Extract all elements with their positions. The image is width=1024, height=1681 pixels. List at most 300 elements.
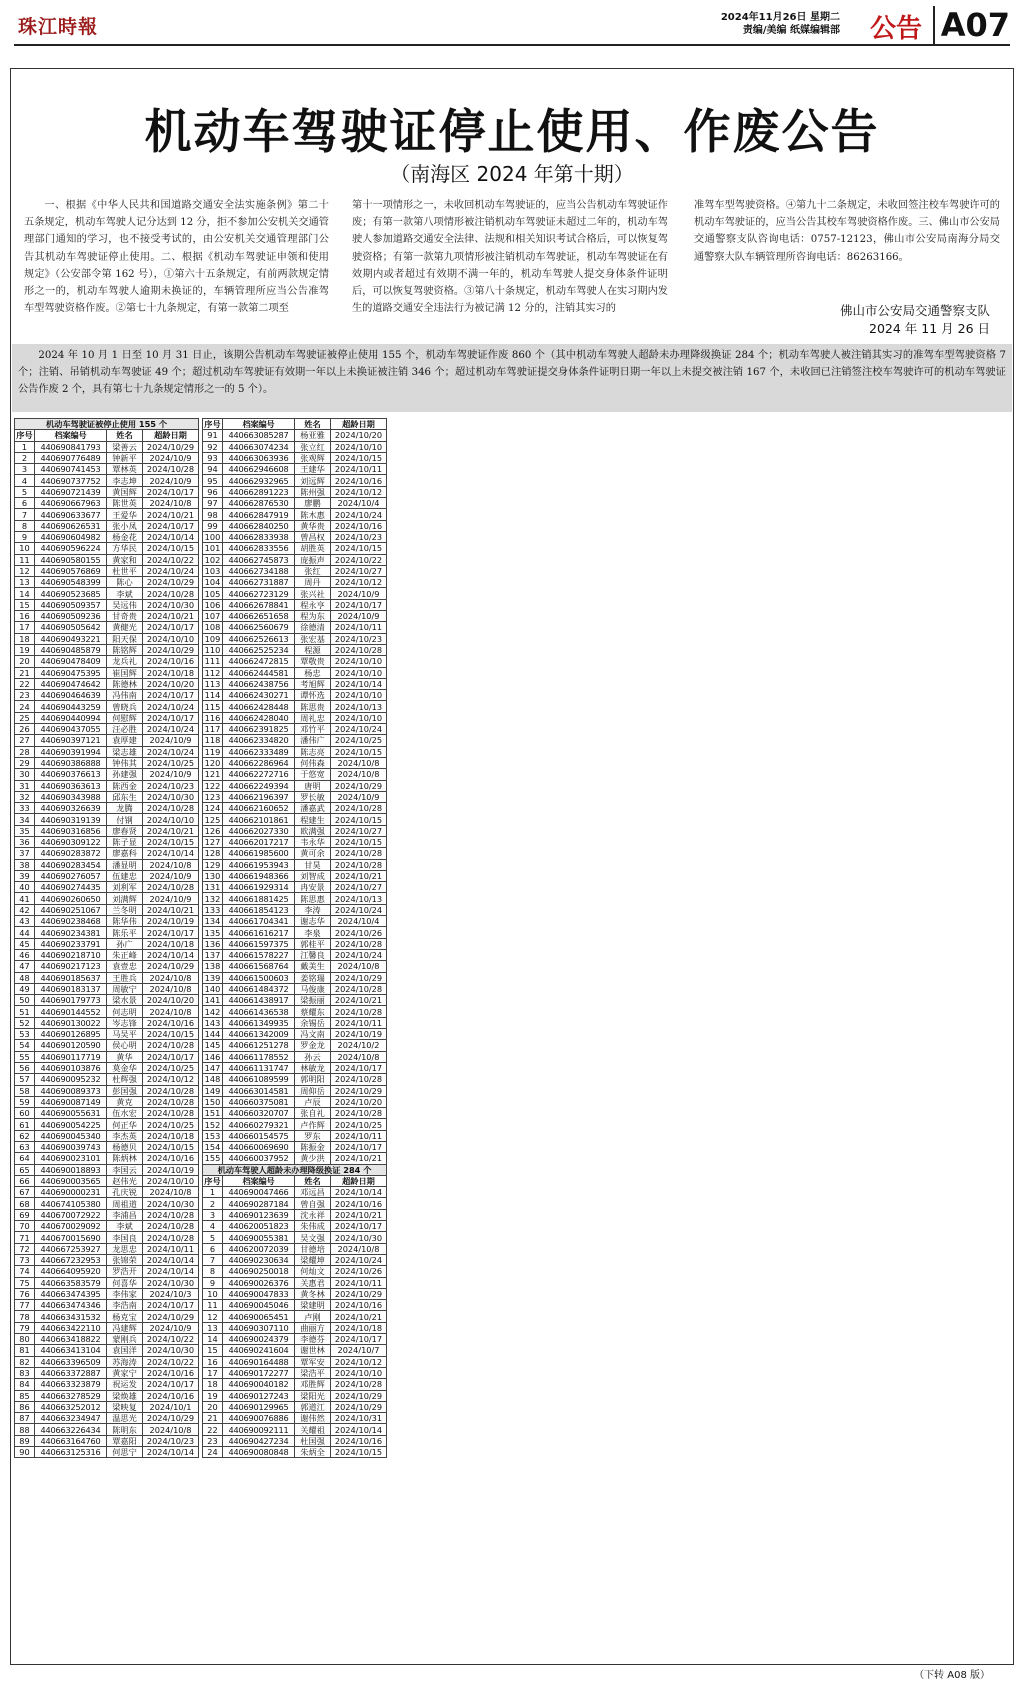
table-row	[203, 1040, 387, 1051]
column-header: 档案编号	[223, 1175, 295, 1186]
issue-editors: 责编/美编 纸媒编辑部	[742, 25, 840, 36]
driver-name: 陈振金	[295, 1142, 331, 1153]
driver-name: 黄冬林	[295, 1288, 331, 1299]
date: 2024/10/22	[143, 554, 199, 565]
driver-name: 何慰辉	[107, 712, 143, 723]
file-number: 440690326639	[35, 803, 107, 814]
file-number: 440661948366	[223, 870, 295, 881]
issue-info	[721, 11, 840, 37]
file-number: 440690117719	[35, 1051, 107, 1062]
table-row	[15, 1130, 199, 1141]
file-number: 440662678841	[223, 599, 295, 610]
driver-name: 庞振声	[295, 554, 331, 565]
table-row	[15, 746, 199, 757]
driver-name: 潘伟广	[295, 735, 331, 746]
table-row	[203, 995, 387, 1006]
date: 2024/10/24	[143, 701, 199, 712]
driver-name: 孙云	[295, 1051, 331, 1062]
column-header: 姓名	[107, 430, 143, 441]
row-number: 49	[15, 983, 35, 994]
driver-name: 潘显明	[107, 859, 143, 870]
row-number: 116	[203, 712, 223, 723]
row-number: 122	[203, 780, 223, 791]
driver-name: 陈州强	[295, 486, 331, 497]
file-number: 440690129965	[223, 1401, 295, 1412]
table-row	[203, 724, 387, 735]
driver-name: 梁志雄	[107, 746, 143, 757]
file-number: 440690626531	[35, 520, 107, 531]
date: 2024/10/8	[143, 1424, 199, 1435]
file-number: 440661436538	[223, 1006, 295, 1017]
date: 2024/10/28	[143, 882, 199, 893]
date: 2024/10/14	[143, 1266, 199, 1277]
file-number: 440690363613	[35, 780, 107, 791]
file-number: 440690250018	[223, 1266, 295, 1277]
date: 2024/10/24	[143, 746, 199, 757]
table-row	[203, 983, 387, 994]
table-row	[15, 1051, 199, 1062]
file-number: 440662428040	[223, 712, 295, 723]
file-number: 440690126895	[35, 1029, 107, 1040]
table-row	[203, 938, 387, 949]
date: 2024/10/21	[143, 509, 199, 520]
row-number: 76	[15, 1288, 35, 1299]
file-number: 440661349935	[223, 1017, 295, 1028]
file-number: 440667232953	[35, 1254, 107, 1265]
row-number: 74	[15, 1266, 35, 1277]
date: 2024/10/25	[331, 1119, 387, 1130]
row-number: 18	[203, 1379, 223, 1390]
date: 2024/10/4	[331, 498, 387, 509]
driver-name: 付钢	[107, 814, 143, 825]
row-number: 80	[15, 1334, 35, 1345]
table-row	[203, 1029, 387, 1040]
table-row	[15, 1345, 199, 1356]
file-number: 440690427234	[223, 1435, 295, 1446]
table-row	[15, 780, 199, 791]
column-header: 姓名	[295, 1175, 331, 1186]
driver-name: 覃嘉阳	[107, 1435, 143, 1446]
driver-name: 祝运发	[107, 1379, 143, 1390]
file-number: 440660154575	[223, 1130, 295, 1141]
table-row	[15, 475, 199, 486]
table-row	[203, 904, 387, 915]
row-number: 104	[203, 577, 223, 588]
table-row	[203, 1198, 387, 1209]
date: 2024/10/9	[331, 588, 387, 599]
driver-name: 郭桂平	[295, 938, 331, 949]
file-number: 440690667963	[35, 498, 107, 509]
table-row	[15, 531, 199, 542]
file-number: 440620072039	[223, 1243, 295, 1254]
driver-name: 杨金花	[107, 531, 143, 542]
column-header: 档案编号	[223, 419, 295, 430]
file-number: 440661568764	[223, 961, 295, 972]
row-number: 7	[15, 509, 35, 520]
file-number: 440690523685	[35, 588, 107, 599]
file-number: 440690233791	[35, 938, 107, 949]
driver-name: 马吴平	[107, 1029, 143, 1040]
date: 2024/10/15	[143, 1142, 199, 1153]
driver-name: 崔国辉	[107, 667, 143, 678]
row-number: 63	[15, 1142, 35, 1153]
date: 2024/10/18	[143, 938, 199, 949]
file-number: 440663252012	[35, 1401, 107, 1412]
masthead	[14, 8, 1010, 46]
date: 2024/10/8	[331, 1051, 387, 1062]
file-number: 440690054225	[35, 1119, 107, 1130]
table-row	[203, 825, 387, 836]
row-number: 33	[15, 803, 35, 814]
row-number: 3	[15, 464, 35, 475]
driver-name: 覃敬贵	[295, 656, 331, 667]
date: 2024/10/8	[143, 859, 199, 870]
file-number: 440690055381	[223, 1232, 295, 1243]
table-row	[15, 1401, 199, 1412]
driver-name: 刘智成	[295, 870, 331, 881]
row-number: 127	[203, 836, 223, 847]
row-number: 130	[203, 870, 223, 881]
row-number: 58	[15, 1085, 35, 1096]
table-row	[203, 1288, 387, 1299]
column-header: 序号	[16, 430, 33, 441]
date: 2024/10/10	[331, 1367, 387, 1378]
table-row	[15, 1300, 199, 1311]
driver-name: 黄可余	[295, 848, 331, 859]
row-number: 59	[15, 1096, 35, 1107]
row-number: 23	[203, 1435, 223, 1446]
row-number: 61	[15, 1119, 35, 1130]
row-number: 37	[15, 848, 35, 859]
row-number: 145	[203, 1040, 223, 1051]
date: 2024/10/21	[331, 995, 387, 1006]
date: 2024/10/24	[143, 724, 199, 735]
driver-name: 吴远伟	[107, 599, 143, 610]
date: 2024/10/16	[331, 1300, 387, 1311]
table-row	[15, 1424, 199, 1435]
row-number: 5	[15, 486, 35, 497]
row-number: 34	[15, 814, 35, 825]
table-row	[203, 1424, 387, 1435]
date: 2024/10/28	[331, 1108, 387, 1119]
row-number: 149	[203, 1085, 223, 1096]
date: 2024/10/29	[331, 1390, 387, 1401]
file-number: 440663063936	[223, 452, 295, 463]
date: 2024/10/28	[331, 644, 387, 655]
driver-name: 何志明	[107, 1006, 143, 1017]
file-number: 440690505642	[35, 622, 107, 633]
driver-name: 杨克宝	[107, 1311, 143, 1322]
driver-name: 杨忠	[295, 667, 331, 678]
driver-name: 李斌	[107, 1221, 143, 1232]
table-row	[203, 633, 387, 644]
row-number: 75	[15, 1277, 35, 1288]
table-row	[203, 475, 387, 486]
row-number: 44	[15, 927, 35, 938]
table-row	[203, 972, 387, 983]
driver-name: 何伟森	[295, 757, 331, 768]
date: 2024/10/29	[143, 441, 199, 452]
date: 2024/10/28	[331, 1074, 387, 1085]
table-row	[203, 1243, 387, 1254]
date: 2024/10/23	[331, 531, 387, 542]
date: 2024/10/19	[143, 1164, 199, 1175]
driver-name: 孙广	[107, 938, 143, 949]
row-number: 105	[203, 588, 223, 599]
date: 2024/10/28	[331, 848, 387, 859]
driver-name: 邓远昌	[295, 1187, 331, 1198]
row-number: 112	[203, 667, 223, 678]
file-number: 440690127243	[223, 1390, 295, 1401]
file-number: 440661251278	[223, 1040, 295, 1051]
date: 2024/10/10	[331, 690, 387, 701]
driver-name: 郭明阳	[295, 1074, 331, 1085]
driver-name: 陈心	[107, 577, 143, 588]
table-row	[203, 712, 387, 723]
row-number: 22	[15, 678, 35, 689]
file-number: 440690309122	[35, 836, 107, 847]
file-number: 440690026376	[223, 1277, 295, 1288]
driver-name: 黄国辉	[107, 486, 143, 497]
driver-name: 黄华	[107, 1051, 143, 1062]
table-row	[203, 464, 387, 475]
row-number: 84	[15, 1379, 35, 1390]
date: 2024/10/24	[331, 509, 387, 520]
driver-name: 卢辰	[295, 1096, 331, 1107]
file-number: 440662027330	[223, 825, 295, 836]
driver-name: 李浦昌	[107, 1209, 143, 1220]
table-row	[15, 995, 199, 1006]
driver-name: 朱伟成	[295, 1221, 331, 1232]
file-number: 440662745873	[223, 554, 295, 565]
driver-name: 罗长敏	[295, 791, 331, 802]
driver-name: 程建生	[295, 814, 331, 825]
date: 2024/10/15	[331, 746, 387, 757]
driver-name: 陈世英	[107, 498, 143, 509]
driver-name: 郭道江	[295, 1401, 331, 1412]
driver-name: 黄家和	[107, 554, 143, 565]
table-row	[203, 1051, 387, 1062]
driver-name: 杨德贝	[107, 1142, 143, 1153]
driver-name: 曲丽方	[295, 1322, 331, 1333]
file-number: 440661131747	[223, 1062, 295, 1073]
driver-name: 梁阳光	[295, 1390, 331, 1401]
file-number: 440670072922	[35, 1209, 107, 1220]
date: 2024/10/17	[143, 622, 199, 633]
table-row	[203, 611, 387, 622]
table-row	[15, 803, 199, 814]
table-row	[15, 1356, 199, 1367]
file-number: 440690343988	[35, 791, 107, 802]
table-row	[203, 1266, 387, 1277]
table-row	[203, 1187, 387, 1198]
date: 2024/10/28	[331, 859, 387, 870]
row-number: 8	[203, 1266, 223, 1277]
date: 2024/10/30	[143, 1277, 199, 1288]
table-row	[15, 757, 199, 768]
table-row	[15, 633, 199, 644]
file-number: 440690024379	[223, 1334, 295, 1345]
row-number: 90	[15, 1447, 35, 1458]
row-number: 51	[15, 1006, 35, 1017]
row-number: 18	[15, 633, 35, 644]
driver-name: 周礼忠	[295, 712, 331, 723]
file-number: 440662946608	[223, 464, 295, 475]
date: 2024/10/18	[143, 1130, 199, 1141]
driver-name: 马俊康	[295, 983, 331, 994]
date: 2024/10/14	[143, 949, 199, 960]
driver-name: 陈乐平	[107, 927, 143, 938]
date: 2024/10/27	[331, 565, 387, 576]
date: 2024/10/23	[331, 633, 387, 644]
row-number: 10	[15, 543, 35, 554]
file-number: 440690055631	[35, 1108, 107, 1119]
date: 2024/10/25	[143, 1062, 199, 1073]
file-number: 440663474346	[35, 1300, 107, 1311]
date: 2024/10/3	[143, 1288, 199, 1299]
table-row	[15, 520, 199, 531]
date: 2024/10/9	[331, 791, 387, 802]
table-row	[203, 1300, 387, 1311]
driver-name: 甘奇贵	[107, 611, 143, 622]
driver-name: 龙兵礼	[107, 656, 143, 667]
date: 2024/10/17	[331, 599, 387, 610]
driver-name: 程永亨	[295, 599, 331, 610]
driver-name: 吴文强	[295, 1232, 331, 1243]
row-number: 66	[15, 1175, 35, 1186]
page-number: A07	[933, 6, 1010, 44]
file-number: 440690464639	[35, 690, 107, 701]
date: 2024/10/8	[143, 972, 199, 983]
row-number: 140	[203, 983, 223, 994]
row-number: 12	[15, 565, 35, 576]
date: 2024/10/12	[331, 1356, 387, 1367]
date: 2024/10/15	[331, 1447, 387, 1458]
date: 2024/10/10	[331, 656, 387, 667]
file-number: 440690741453	[35, 464, 107, 475]
date: 2024/10/27	[331, 825, 387, 836]
driver-name: 罗东	[295, 1130, 331, 1141]
row-number: 153	[203, 1130, 223, 1141]
date: 2024/10/23	[143, 1435, 199, 1446]
file-number: 440663234947	[35, 1413, 107, 1424]
date: 2024/10/2	[331, 1040, 387, 1051]
date: 2024/10/28	[143, 464, 199, 475]
table-row	[203, 430, 387, 441]
file-number: 440662723129	[223, 588, 295, 599]
row-number: 93	[203, 452, 223, 463]
driver-name: 冉安景	[295, 882, 331, 893]
driver-name: 覃军安	[295, 1356, 331, 1367]
date: 2024/10/17	[143, 712, 199, 723]
table-row	[203, 577, 387, 588]
file-number: 440663074234	[223, 441, 295, 452]
date: 2024/10/28	[143, 1040, 199, 1051]
row-number: 55	[15, 1051, 35, 1062]
row-number: 64	[15, 1153, 35, 1164]
file-number: 440667253927	[35, 1243, 107, 1254]
date: 2024/10/11	[331, 464, 387, 475]
driver-name: 谭怀选	[295, 690, 331, 701]
file-number: 440690485879	[35, 644, 107, 655]
file-number: 440690437055	[35, 724, 107, 735]
file-number: 440663278529	[35, 1390, 107, 1401]
file-number: 440661178552	[223, 1051, 295, 1062]
table-row	[15, 1074, 199, 1085]
table-row	[203, 690, 387, 701]
file-number: 440661578227	[223, 949, 295, 960]
row-number: 121	[203, 769, 223, 780]
date: 2024/10/21	[331, 1209, 387, 1220]
row-number: 11	[15, 554, 35, 565]
driver-name: 谢志华	[295, 916, 331, 927]
driver-name: 李涛	[295, 904, 331, 915]
table-row	[203, 452, 387, 463]
driver-name: 周仰岳	[295, 1085, 331, 1096]
driver-name: 梁善云	[107, 441, 143, 452]
date: 2024/10/16	[331, 1198, 387, 1209]
driver-name: 梁水景	[107, 995, 143, 1006]
file-number: 440662286964	[223, 757, 295, 768]
row-number: 148	[203, 1074, 223, 1085]
table-row	[15, 848, 199, 859]
file-number: 440661484372	[223, 983, 295, 994]
driver-name: 李泉	[295, 927, 331, 938]
file-number: 440663372887	[35, 1367, 107, 1378]
paper-name: 珠江時報	[18, 16, 99, 38]
driver-name: 何喜华	[107, 1277, 143, 1288]
driver-name: 陈木惠	[295, 509, 331, 520]
table-row	[203, 1085, 387, 1096]
row-number: 1	[203, 1187, 223, 1198]
row-number: 45	[15, 938, 35, 949]
date: 2024/10/20	[331, 1096, 387, 1107]
row-number: 20	[15, 656, 35, 667]
table-row	[15, 1367, 199, 1378]
row-number: 53	[15, 1029, 35, 1040]
table-row	[15, 622, 199, 633]
row-number: 135	[203, 927, 223, 938]
row-number: 6	[203, 1243, 223, 1254]
date: 2024/10/8	[143, 1187, 199, 1198]
row-number: 97	[203, 498, 223, 509]
date: 2024/10/11	[143, 1243, 199, 1254]
file-number: 440661438917	[223, 995, 295, 1006]
row-number: 114	[203, 690, 223, 701]
driver-name: 甘昊	[295, 859, 331, 870]
date: 2024/10/17	[143, 1300, 199, 1311]
driver-name: 曾昌权	[295, 531, 331, 542]
file-number: 440690000231	[35, 1187, 107, 1198]
row-number: 85	[15, 1390, 35, 1401]
file-number: 440662430271	[223, 690, 295, 701]
row-number: 9	[15, 531, 35, 542]
file-number: 440690307110	[223, 1322, 295, 1333]
driver-name: 林敏龙	[295, 1062, 331, 1073]
row-number: 99	[203, 520, 223, 531]
driver-name: 陈铭辉	[107, 644, 143, 655]
driver-name: 刘利军	[107, 882, 143, 893]
driver-name: 朱炳全	[295, 1447, 331, 1458]
driver-name: 罗浩开	[107, 1266, 143, 1277]
driver-name: 苏海涛	[107, 1356, 143, 1367]
date: 2024/10/14	[143, 1254, 199, 1265]
table-row	[15, 1266, 199, 1277]
file-number: 440690251067	[35, 904, 107, 915]
table-row	[203, 1017, 387, 1028]
file-number: 440662249394	[223, 780, 295, 791]
table-row	[15, 1187, 199, 1198]
